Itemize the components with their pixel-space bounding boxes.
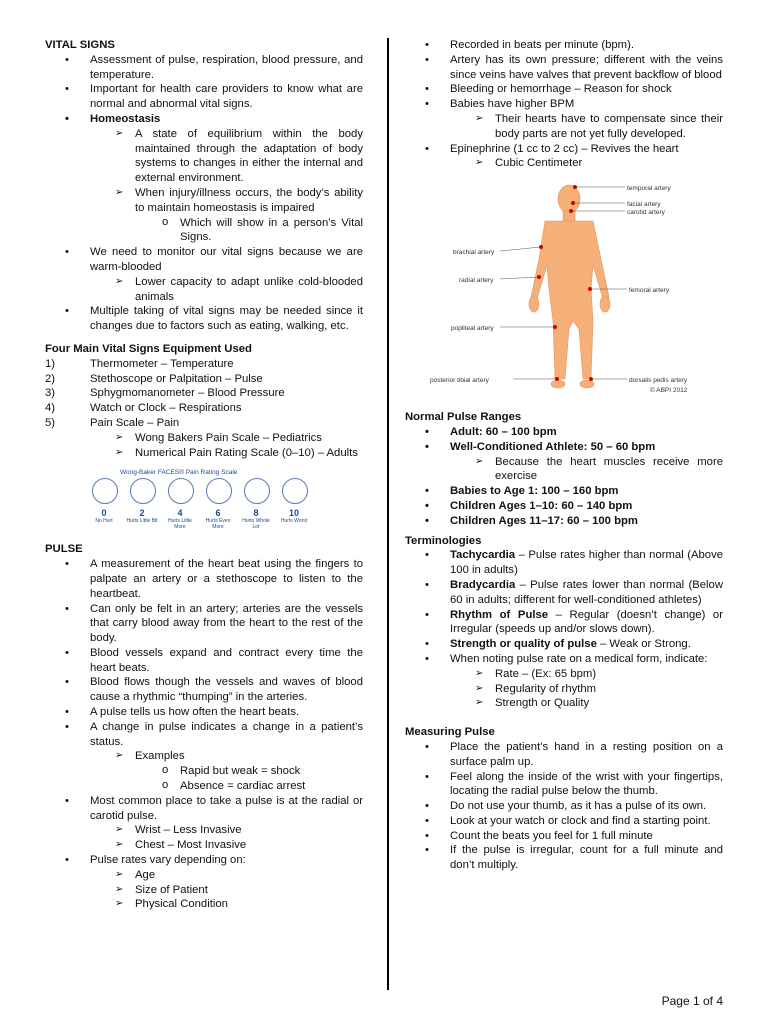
face-caption: Hurts Whole Lot [242,518,270,531]
list-item: • Pulse rates vary depending on: [45,853,363,868]
face-number: 4 [177,508,183,519]
list-item: • Can only be felt in an artery; arteries are the vessels that carry blood away from the heart to the rest of the body. [45,602,363,646]
list-item: 1) Thermometer – Temperature [45,357,234,370]
face-number: 8 [253,508,259,519]
list-item: 5) Pain Scale – Pain [45,416,180,429]
face-number: 0 [101,508,107,519]
face-icon [130,478,156,504]
list-item: o Which will show in a person’s Vital Signs. [135,216,363,246]
list-item: ➢ Chest – Most Invasive [90,838,363,853]
left-column [45,38,363,912]
face-icon [244,478,270,504]
list-item: ➢ Lower capacity to adapt unlike cold-blooded animals [90,275,363,305]
face-number: 6 [215,508,221,519]
face-icon [206,478,232,504]
list-item: • Babies have higher BPM [405,97,723,112]
list-item: • A measurement of the heart beat using the fingers to palpate an artery or a stethoscope to listen to the heartbeat. [45,557,363,601]
list-item: ➢ Numerical Pain Rating Scale (0–10) – Adults [90,446,363,461]
list-item: • Bradycardia – Pulse rates lower than normal (Below 60 in adults; different for well-conditioned athletes) [405,578,723,608]
list-item: ➢ Rate – (Ex: 65 bpm) [450,667,723,682]
list-item: ➢ Cubic Centimeter [450,156,723,171]
face-caption: Hurts Little Bit [126,518,158,525]
list-item: ➢ Strength or Quality [450,696,723,711]
list-item: • Do not use your thumb, as it has a pulse of its own. [405,799,723,814]
popliteal-artery-label: popliteal artery [451,325,494,333]
posterior-tibial-artery-label: posterior tibial artery [430,377,489,385]
normal-pulse-heading: Normal Pulse Ranges [405,411,522,424]
list-item: ➢ A state of equilibrium within the body maintained through the adaptation of body systems to changes in either the internal and external environment. [90,127,363,186]
list-item: • Most common place to take a pulse is at the radial or carotid pulse. [45,794,363,824]
list-item: • Adult: 60 – 100 bpm [405,425,723,440]
list-item: • Babies to Age 1: 100 – 160 bpm [405,484,723,499]
list-item: ➢ Regularity of rhythm [450,682,723,697]
list-item: ➢ When injury/illness occurs, the body’s ability to maintain homeostasis is impaired [90,186,363,216]
column-divider [387,38,389,990]
list-item: • Strength or quality of pulse – Weak or Strong. [405,637,723,652]
homeostasis-item: • Homeostasis [45,112,363,127]
measuring-pulse-heading: Measuring Pulse [405,726,495,739]
list-item: • Multiple taking of vital signs may be needed since it changes due to factors such as eating, walking, etc. [45,304,363,334]
list-item: ➢ Size of Patient [90,883,363,898]
list-item: • Count the beats you feel for 1 full minute [405,829,723,844]
list-item: • Assessment of pulse, respiration, blood pressure, and temperature. [45,53,363,83]
list-item: • Children Ages 11–17: 60 – 100 bpm [405,514,723,529]
face-caption: Hurts Little More [168,518,192,531]
list-item: • Bleeding or hemorrhage – Reason for shock [405,82,723,97]
list-item: • Feel along the inside of the wrist with your fingertips, locating the radial pulse below the thumb. [405,770,723,800]
list-item: • Rhythm of Pulse – Regular (doesn’t change) or Irregular (speeds up and/or slows down). [405,608,723,638]
face-icon [92,478,118,504]
list-item: ➢ Because the heart muscles receive more exercise [450,455,723,485]
facial-artery-label: facial artery [627,201,661,209]
radial-artery-label: radial artery [459,277,494,285]
list-item: ➢ Wong Bakers Pain Scale – Pediatrics [90,431,363,446]
list-item: • Place the patient’s hand in a resting position on a surface palm up. [405,740,723,770]
list-item: ➢ Age [90,868,363,883]
terminologies-heading: Terminologies [405,534,482,547]
list-item: • Artery has its own pressure; different with the veins since veins have valves that prevent backflow of blood [405,53,723,83]
face-caption: No Hurt [95,518,113,525]
list-item: • When noting pulse rate on a medical form, indicate: [405,652,723,667]
list-item: • Tachycardia – Pulse rates higher than normal (Above 100 in adults) [405,548,723,578]
artery-diagram [430,179,735,404]
pain-scale-title: Wong-Baker FACES® Pain Rating Scale [120,469,238,477]
list-item: • Blood vessels expand and contract every time the heart beats. [45,646,363,676]
face-icon [168,478,194,504]
list-item: • Look at your watch or clock and find a starting point. [405,814,723,829]
brachial-artery-label: brachial artery [453,249,495,257]
list-item: • Recorded in beats per minute (bpm). [405,38,723,53]
list-item: • A change in pulse indicates a change in a patient’s status. [45,720,363,750]
list-item: ➢ Examples [90,749,363,764]
carotid-artery-label: carotid artery [627,209,665,217]
page-number: Page 1 of 4 [661,994,723,1008]
face-caption: Hurts Worst [280,518,308,525]
pulse-heading: PULSE [45,543,83,556]
list-item: • A pulse tells us how often the heart beats. [45,705,363,720]
list-item: • If the pulse is irregular, count for a full minute and don’t multiply. [405,843,723,873]
temporal-artery-label: temporal artery [627,185,671,193]
pain-scale-image [90,466,310,536]
list-item: ➢ Wrist – Less Invasive [90,823,363,838]
face-icon [282,478,308,504]
list-item: • We need to monitor our vital signs because we are warm-blooded [45,245,363,275]
list-item: 4) Watch or Clock – Respirations [45,402,242,415]
face-caption: Hurts Even More [205,518,231,531]
face-number: 10 [288,508,299,519]
list-item: o Rapid but weak = shock [135,764,363,779]
list-item: • Well-Conditioned Athlete: 50 – 60 bpm [405,440,723,455]
dorsalis-pedis-artery-label: dorsalis pedis artery [629,377,688,385]
human-body-icon [445,179,735,404]
list-item: • Important for health care providers to know what are normal and abnormal vital signs. [45,82,363,112]
list-item: • Blood flows though the vessels and waves of blood cause a rhythmic “thumping” in the arteries. [45,675,363,705]
vital-signs-heading: VITAL SIGNS [45,39,115,51]
list-item: 2) Stethoscope or Palpitation – Pulse [45,372,263,385]
femoral-artery-label: femoral artery [629,287,670,295]
list-item: 3) Sphygmomanometer – Blood Pressure [45,387,285,400]
equipment-heading: Four Main Vital Signs Equipment Used [45,342,252,355]
list-item: ➢ Physical Condition [90,897,363,912]
image-credit: © ABPI 2012 [650,387,688,395]
list-item: ➢ Their hearts have to compensate since their body parts are not yet fully developed. [450,112,723,142]
list-item: • Epinephrine (1 cc to 2 cc) – Revives the heart [405,142,723,157]
face-number: 2 [139,508,145,519]
list-item: o Absence = cardiac arrest [135,779,363,794]
list-item: • Children Ages 1–10: 60 – 140 bpm [405,499,723,514]
right-column [405,38,723,873]
